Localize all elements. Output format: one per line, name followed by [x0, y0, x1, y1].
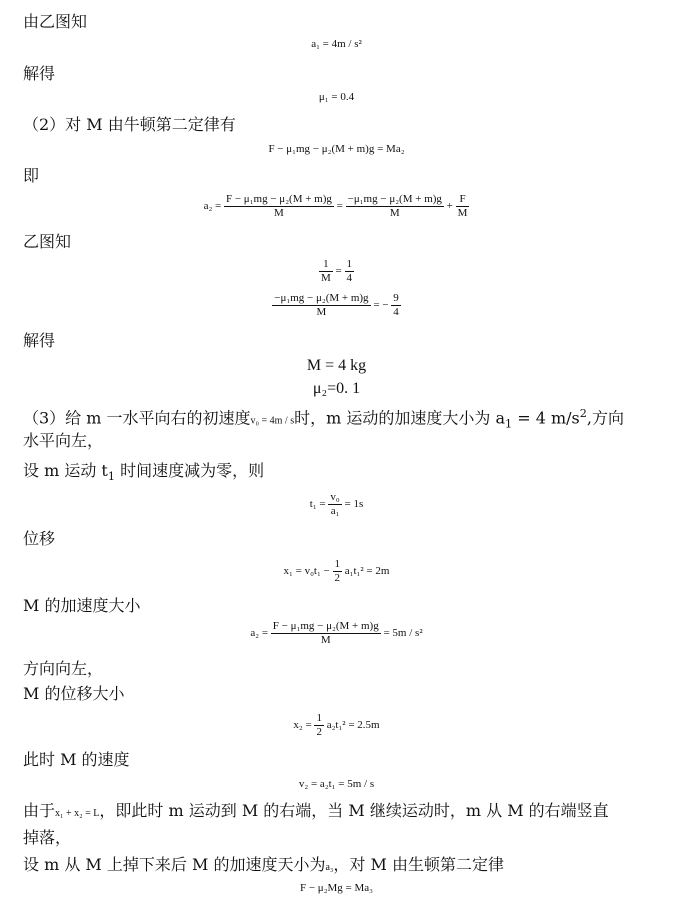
equation-intercept: $\frac{\text{−μ₁mg − μ₂(M + m)g}}{M}$ = − $\frac{9}{4}$ — [274, 292, 399, 318]
text-line: M 的加速度大小 — [23, 596, 141, 615]
equation-newton-3: F − μ₂Mg = Ma₃ — [299, 882, 374, 894]
text-line: 方向向左， — [23, 659, 104, 678]
fraction: $\frac{\text{v₀}}{\text{a₁}}$ — [330, 491, 340, 517]
text-line: 此时 M 的速度 — [23, 750, 130, 769]
text-line: 解得 — [23, 331, 56, 350]
equation-slope: $\frac{1}{M}$ = $\frac{1}{4}$ — [321, 258, 352, 284]
fraction: $\frac{9}{4}$ — [393, 292, 399, 318]
text-line: M 的位移大小 — [23, 684, 125, 703]
fraction: $\frac{1}{4}$ — [346, 258, 352, 284]
equation-M: M = 4 kg — [306, 357, 367, 374]
text-line: 由乙图知 — [23, 12, 88, 31]
fraction: $\frac{1}{2}$ — [316, 712, 322, 738]
fraction: $\frac{\text{−μ₁mg − μ₂(M + m)g}}{M}$ — [347, 193, 442, 219]
text-line: 乙图知 — [23, 232, 72, 251]
fraction: $\frac{\text{F − μ₁mg − μ₂(M + m)g}}{M}$ — [225, 193, 332, 219]
equation-a2-expanded: a₂ = $\frac{\text{F − μ₁mg − μ₂(M + m)g}}{M}$ = $\frac{\text{−μ₁mg − μ₂(M + m)g}}{M}$ + $\frac{F}{M}$ — [203, 193, 468, 219]
fraction: $\frac{\text{F − μ₁mg − μ₂(M + m)g}}{M}$ — [272, 620, 379, 646]
equation-mu2: μ₂=0. 1 — [312, 380, 361, 397]
fraction: $\frac{1}{2}$ — [334, 558, 341, 584]
text-line: 由于x₁ + x₂ = L，即此时 m 运动到 M 的右端，当 M 继续运动时，m 从 M 的右端竖直 — [23, 801, 609, 820]
equation-t1: t₁ = $\frac{\text{v₀}}{\text{a₁}}$ = 1s — [309, 491, 364, 517]
equation-a1: a₁ = 4m / s² — [311, 38, 362, 50]
text-line: 设 m 从 M 上掉下来后 M 的加速度天小为a₃，对 M 由生顿第二定律 — [23, 855, 504, 874]
text-line: 设 m 运动 $t_1$ 时间速度减为零，则 — [23, 461, 265, 484]
fraction: $\frac{\text{−μ₁mg − μ₂(M + m)g}}{M}$ — [274, 292, 369, 318]
equation-mu1: μ₁ = 0.4 — [318, 91, 355, 103]
text-line: 位移 — [23, 529, 56, 548]
text-line: 水平向左， — [23, 431, 104, 450]
equation-x2: x₂ = $\frac{1}{2}$ a₂t₁² = 2.5m — [293, 712, 380, 738]
equation-x1: x₁ = v₀t₁ − $\frac{1}{2}$ a₁t₁² = 2m — [283, 558, 390, 584]
text-line: （3）给 m 一水平向右的初速度v₀ = 4m / s时，m 运动的加速度大小为 $a_1 = 4$ $m/s^2$,方向 — [23, 407, 624, 431]
text-line: （2）对 M 由牛顿第二定律有 — [23, 115, 236, 134]
fraction: $\frac{1}{M}$ — [321, 258, 331, 284]
equation-a2-value: a₂ = $\frac{\text{F − μ₁mg − μ₂(M + m)g}}{M}$ = 5m / s² — [250, 620, 423, 646]
equation-newton-2: F − μ₁mg − μ₂(M + m)g = Ma₂ — [268, 143, 405, 155]
text-line: 掉落， — [23, 828, 72, 847]
equation-v2: v₂ = a₂t₁ = 5m / s — [298, 778, 375, 790]
text-line: 解得 — [23, 64, 56, 83]
fraction: $\frac{F}{M}$ — [457, 193, 468, 219]
text-line: 即 — [23, 166, 40, 185]
